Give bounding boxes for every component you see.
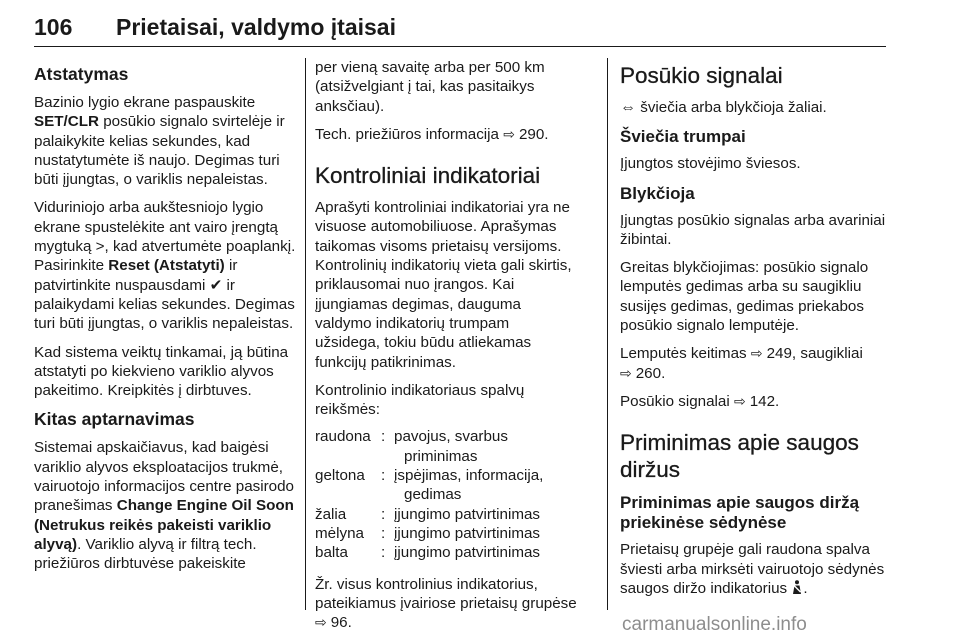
paragraph: per vieną savaitę arba per 500 km (atsižvelgiant į tai, kas pasitaikys anksčiau). [315, 59, 545, 115]
paragraph [315, 125, 577, 144]
bold-text: Reset (Atstatyti) [108, 257, 225, 275]
chevron-right-icon: > [95, 238, 105, 256]
paragraph [34, 438, 298, 573]
seatbelt-icon [791, 580, 803, 597]
paragraph: Kad sistema veiktų tinkamai, ją būtina atstatyti po kiekvieno variklio alyvos pakeitimo. Kreipkitės į dirbtuves. [34, 343, 289, 400]
column-divider-1 [305, 58, 306, 610]
paragraph [34, 93, 298, 189]
section-heading-priminimas: Priminimas apie saugos diržus [620, 430, 859, 483]
color-meaning [394, 466, 570, 505]
paragraph: Greitas blykčiojimas: posūkio signalo lemputės gedimas arba su saugikliu susijęs gedimas, gedimas priekabos posūkio signalo lemputėje. [620, 259, 869, 335]
page-title: Prietaisai, valdymo įtaisai [116, 14, 396, 40]
text: Tech. priežiūros informacija [315, 125, 504, 143]
table-row [315, 427, 570, 466]
text: pavojus, svarbus [394, 428, 508, 446]
separator: : [381, 467, 386, 485]
table-row [315, 505, 570, 524]
page-reference-link[interactable]: ⇨ 96. [315, 614, 352, 631]
checkmark-icon: ✔ [209, 276, 223, 294]
text: Žr. visus kontrolinius indikatorius, pateikiamus įvairiose prietaisų grupėse [315, 575, 577, 612]
column-1 [34, 58, 298, 583]
page-header [34, 12, 886, 47]
section-heading-atstatymas: Atstatymas [34, 64, 129, 84]
separator: : [381, 524, 386, 542]
page-reference-link[interactable]: ⇨ 142. [734, 393, 779, 410]
text: posūkio signalo svirtelėje ir palaikykite kelias sekundes, kad nustatytumėte iš naujo. Degimas turi būti įjungtas, o variklis nepaleistas. [34, 113, 285, 189]
color-meaning-table [315, 427, 570, 562]
page-reference-link[interactable]: ⇨ 249, saugikliai [751, 345, 863, 362]
paragraph [620, 540, 888, 598]
section-heading-kontroliniai: Kontroliniai indikatoriai [315, 163, 541, 189]
color-meaning [394, 427, 570, 466]
bold-text: SET/CLR [34, 113, 99, 131]
subheading-priminimas-sedynese: Priminimas apie saugos diržą priekinėse sėdynėse [620, 493, 860, 533]
page-reference-link[interactable]: ⇨ 290. [503, 126, 548, 143]
color-name: raudona [315, 428, 371, 446]
table-row [315, 466, 570, 505]
text: gedimas [404, 486, 462, 504]
text: Lemputės keitimas [620, 345, 751, 363]
table-row [315, 543, 570, 562]
turn-signal-arrows-icon: ⇔ [620, 99, 636, 116]
watermark: carmanualsonline.info [622, 614, 807, 635]
subheading-blykcioja: Blykčioja [620, 183, 695, 203]
text: ir patvirtinkite nuspausdami [34, 257, 238, 294]
table-row [315, 524, 570, 543]
column-divider-2 [607, 58, 608, 610]
color-meaning: įjungimo patvirtinimas [394, 505, 541, 523]
paragraph [34, 198, 298, 333]
text: Prietaisų grupėje gali raudona spalva šviesti arba mirksėti vairuotojo sėdynės saugos diržo indikatorius [620, 541, 885, 597]
text: . Variklio alyvą ir filtrą tech. priežiūros dirbtuvėse pakeiskite [34, 535, 257, 573]
text: įspėjimas, informacija, [394, 467, 544, 485]
separator: : [381, 428, 386, 446]
paragraph [315, 575, 577, 633]
paragraph [620, 392, 888, 411]
column-3 [620, 58, 888, 607]
paragraph: Aprašyti kontroliniai indikatoriai yra ne visuose automobiliuose. Aprašymas taikomas visoms prietaisų versijoms. Kontrolinių indikatorių vieta gali skirtis, priklausomai nuo įrangos. Kai įjungiamas degimas, dauguma valdymo indikatorių trumpam užsidega, tokiu būdu atliekamas funkcijų patikrinimas. [315, 199, 572, 371]
separator: : [381, 505, 386, 523]
text: , kad atvertumėte poaplankį. Pasirinkite [34, 238, 296, 275]
text: . [803, 579, 808, 597]
page-reference-link[interactable]: ⇨ 260. [620, 365, 665, 382]
paragraph [620, 98, 888, 117]
paragraph [620, 344, 888, 383]
text: Sistemai apskaičiavus, kad baigėsi variklio alyvos eksploatacijos trukmė, vairuotojo informacijos centre pasirodo pranešimas [34, 439, 295, 515]
color-name: balta [315, 544, 348, 562]
color-name: mėlyna [315, 524, 364, 542]
section-heading-kitas: Kitas aptarnavimas [34, 409, 195, 430]
column-2 [315, 58, 577, 641]
bold-text: Change Engine Oil Soon (Netrukus reikės pakeisti variklio alyvą) [34, 497, 294, 553]
text: priminimas [404, 447, 478, 465]
section-heading-posukio: Posūkio signalai [620, 63, 783, 88]
text: Viduriniojo arba aukštesniojo lygio ekrane spustelėkite ant vairo įrengtą mygtuką [34, 199, 278, 256]
color-name: žalia [315, 505, 347, 523]
text: šviečia arba blykčioja žaliai. [636, 99, 827, 116]
page-number: 106 [34, 14, 73, 40]
color-meaning: įjungimo patvirtinimas [394, 524, 541, 542]
subheading-sviecia-trumpai: Šviečia trumpai [620, 127, 746, 147]
paragraph: Kontrolinio indikatoriaus spalvų reikšmės: [315, 381, 525, 419]
color-meaning: įjungimo patvirtinimas [394, 544, 541, 562]
text: Bazinio lygio ekrane paspauskite [34, 94, 256, 111]
text: Posūkio signalai [620, 392, 734, 410]
separator: : [381, 544, 386, 562]
text: ir palaikydami kelias sekundes. Degimas turi būti įjungtas, o variklis nepaleistas. [34, 276, 295, 333]
color-name: geltona [315, 467, 365, 485]
paragraph: Įjungtos stovėjimo šviesos. [620, 155, 801, 173]
paragraph: Įjungtas posūkio signalas arba avariniai žibintai. [620, 211, 886, 248]
